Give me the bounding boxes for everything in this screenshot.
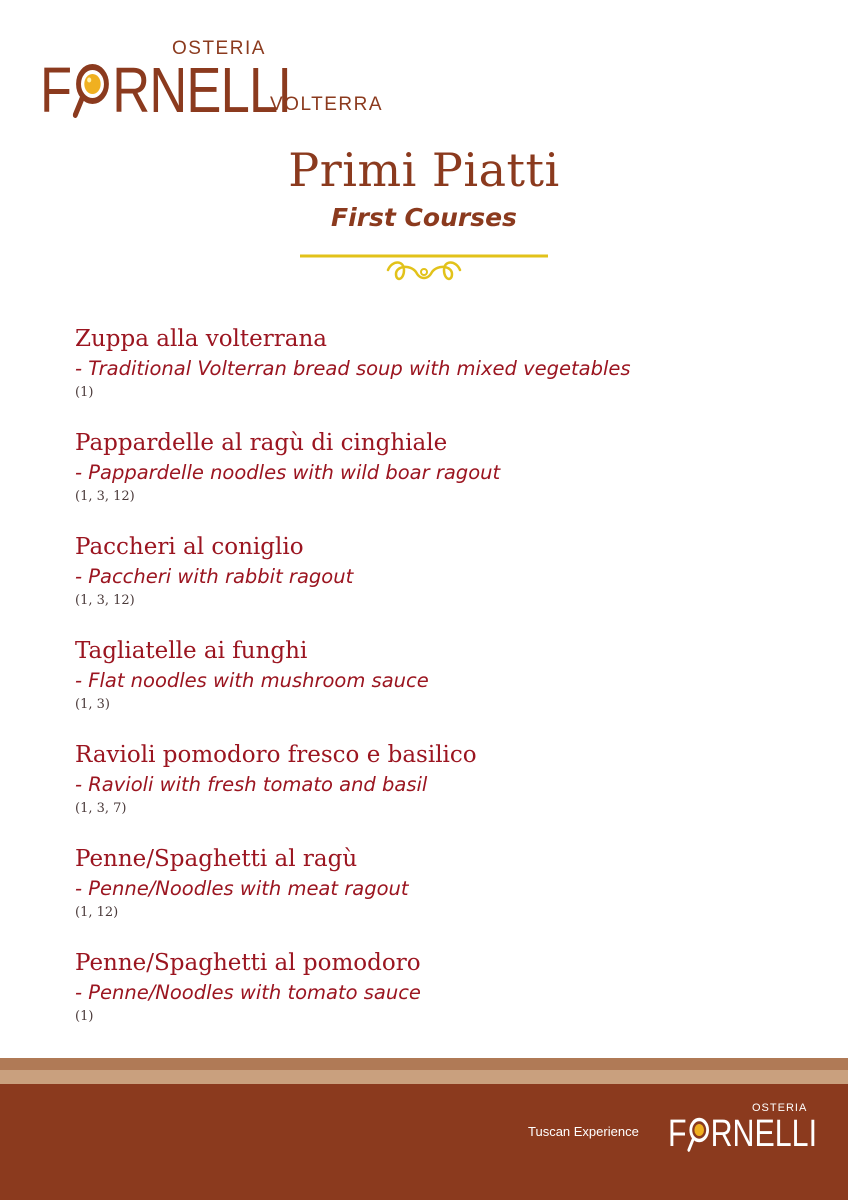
dish-allergens: (1, 3, 12) bbox=[75, 593, 135, 608]
menu-list bbox=[75, 323, 795, 1051]
menu-item bbox=[75, 427, 795, 531]
logo-brand-left: F bbox=[40, 54, 72, 126]
footer-tagline: Tuscan Experience bbox=[528, 1124, 639, 1139]
footer-logo bbox=[668, 1102, 818, 1172]
magnifier-with-yolk-icon bbox=[687, 1115, 709, 1153]
dish-name: Penne/Spaghetti al ragù bbox=[75, 846, 358, 872]
dish-allergens: (1) bbox=[75, 1009, 94, 1024]
dish-description: - Paccheri with rabbit ragout bbox=[75, 565, 354, 588]
menu-item bbox=[75, 531, 795, 635]
header-logo bbox=[40, 38, 384, 138]
dish-name: Tagliatelle ai funghi bbox=[75, 638, 308, 664]
dish-allergens: (1, 3, 12) bbox=[75, 489, 135, 504]
footer-stripe-light bbox=[0, 1070, 848, 1084]
dish-name: Ravioli pomodoro fresco e basilico bbox=[75, 742, 477, 768]
logo-brand bbox=[40, 54, 291, 126]
footer-stripe-dark bbox=[0, 1058, 848, 1070]
footer-logo-brand bbox=[668, 1112, 817, 1156]
dish-allergens: (1, 3, 7) bbox=[75, 801, 127, 816]
menu-item bbox=[75, 739, 795, 843]
page-subtitle: First Courses bbox=[331, 203, 517, 232]
footer-logo-osteria: OSTERIA bbox=[752, 1102, 808, 1114]
dish-description: - Penne/Noodles with tomato sauce bbox=[75, 981, 421, 1004]
magnifier-with-yolk-icon bbox=[73, 60, 111, 120]
dish-description: - Traditional Volterran bread soup with mixed vegetables bbox=[75, 357, 631, 380]
footer-logo-right: RNELLI bbox=[710, 1113, 818, 1155]
menu-item bbox=[75, 947, 795, 1051]
dish-name: Zuppa alla volterrana bbox=[75, 326, 327, 352]
menu-item bbox=[75, 635, 795, 739]
logo-osteria-text: OSTERIA bbox=[172, 38, 266, 59]
page-title: Primi Piatti bbox=[288, 143, 560, 197]
dish-description: - Ravioli with fresh tomato and basil bbox=[75, 773, 428, 796]
menu-item bbox=[75, 843, 795, 947]
footer-logo-left: F bbox=[668, 1113, 687, 1155]
logo-brand-right: RNELLI bbox=[112, 54, 292, 126]
dish-description: - Penne/Noodles with meat ragout bbox=[75, 877, 409, 900]
dish-name: Penne/Spaghetti al pomodoro bbox=[75, 950, 421, 976]
menu-item bbox=[75, 323, 795, 427]
logo-city-text: VOLTERRA bbox=[270, 94, 384, 115]
swirl-ornament-icon bbox=[300, 252, 548, 288]
dish-name: Paccheri al coniglio bbox=[75, 534, 304, 560]
dish-name: Pappardelle al ragù di cinghiale bbox=[75, 430, 448, 456]
dish-allergens: (1, 3) bbox=[75, 697, 110, 712]
dish-description: - Pappardelle noodles with wild boar ragout bbox=[75, 461, 501, 484]
dish-allergens: (1, 12) bbox=[75, 905, 119, 920]
dish-allergens: (1) bbox=[75, 385, 94, 400]
dish-description: - Flat noodles with mushroom sauce bbox=[75, 669, 429, 692]
